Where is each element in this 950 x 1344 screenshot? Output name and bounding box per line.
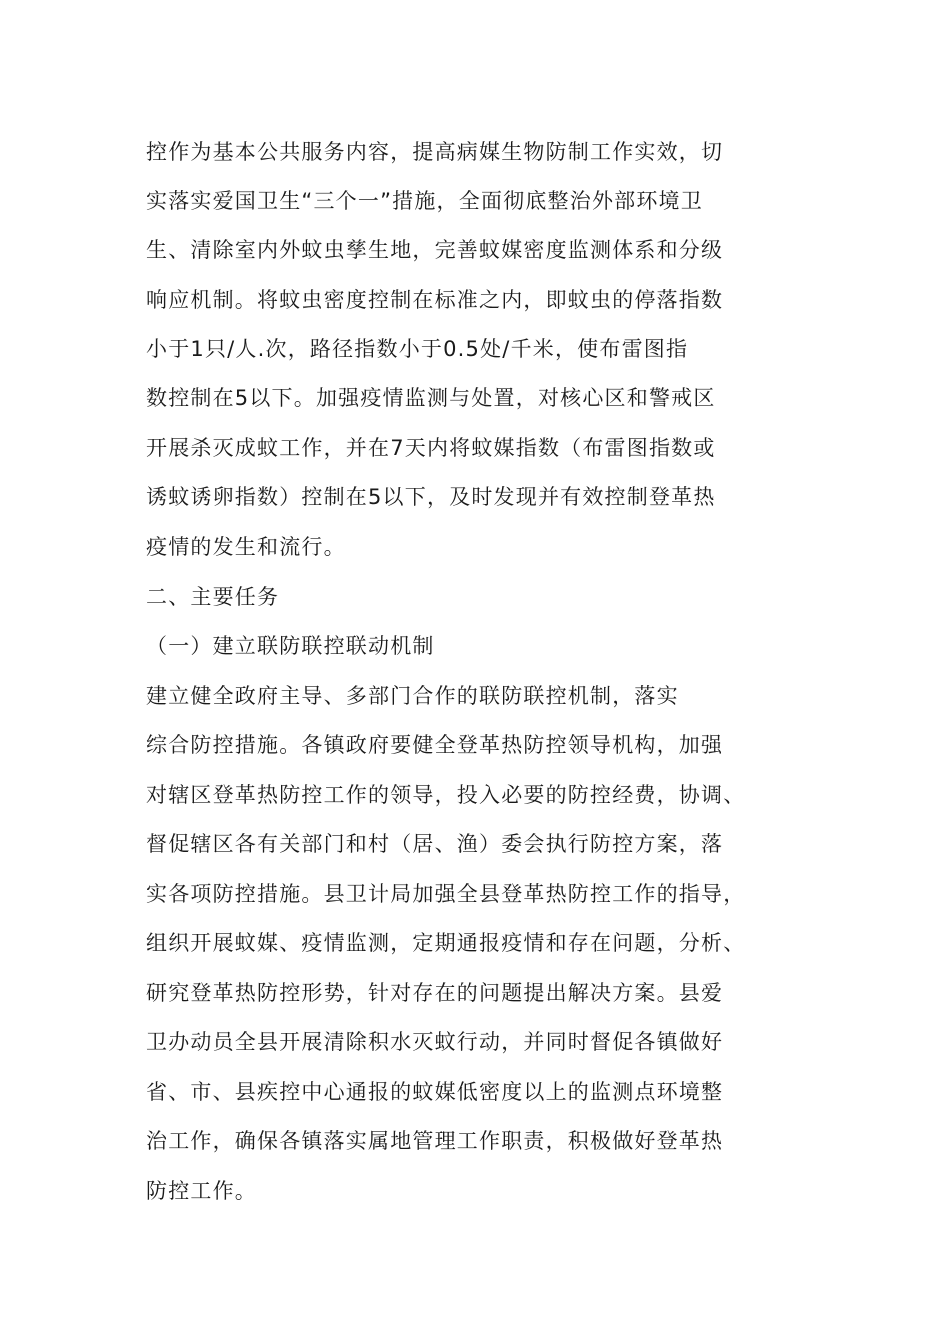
text-line-4: 响应机制。将蚊虫密度控制在标准之内，即蚊虫的停落指数 (146, 288, 724, 312)
text-line-5: 小于1只/人.次，路径指数小于0.5处/千米，使布雷图指 (146, 337, 689, 361)
text-line-3: 生、清除室内外蚊虫孳生地，完善蚊媒密度监测体系和分级 (146, 238, 724, 262)
text-line-9: 疫情的发生和流行。 (146, 535, 346, 559)
text-line-7: 开展杀灭成蚊工作，并在7天内将蚊媒指数（布雷图指数或 (146, 436, 716, 460)
text-line-19: 卫办动员全县开展清除积水灭蚊行动，并同时督促各镇做好 (146, 1030, 724, 1054)
subsection-heading: （一）建立联防联控联动机制 (146, 634, 435, 658)
text-line-14: 对辖区登革热防控工作的领导，投入必要的防控经费，协调、 (146, 783, 746, 807)
text-line-6: 数控制在5以下。加强疫情监测与处置，对核心区和警戒区 (146, 386, 716, 410)
text-line-21: 治工作，确保各镇落实属地管理工作职责，积极做好登革热 (146, 1129, 724, 1153)
text-line-16: 实各项防控措施。县卫计局加强全县登革热防控工作的指导， (146, 882, 746, 906)
text-line-22: 防控工作。 (146, 1179, 257, 1203)
text-line-12: 建立健全政府主导、多部门合作的联防联控机制，落实 (146, 684, 679, 708)
text-line-17: 组织开展蚊媒、疫情监测，定期通报疫情和存在问题，分析、 (146, 931, 746, 955)
section-heading: 二、主要任务 (146, 585, 280, 609)
text-line-13: 综合防控措施。各镇政府要健全登革热防控领导机构，加强 (146, 733, 724, 757)
text-line-20: 省、市、县疾控中心通报的蚊媒低密度以上的监测点环境整 (146, 1080, 724, 1104)
text-line-15: 督促辖区各有关部门和村（居、渔）委会执行防控方案，落 (146, 832, 724, 856)
text-line-2: 实落实爱国卫生“三个一”措施，全面彻底整治外部环境卫 (146, 189, 703, 213)
text-line-18: 研究登革热防控形势，针对存在的问题提出解决方案。县爱 (146, 981, 724, 1005)
text-line-1: 控作为基本公共服务内容，提高病媒生物防制工作实效，切 (146, 140, 724, 164)
text-line-8: 诱蚊诱卵指数）控制在5以下，及时发现并有效控制登革热 (146, 485, 716, 509)
